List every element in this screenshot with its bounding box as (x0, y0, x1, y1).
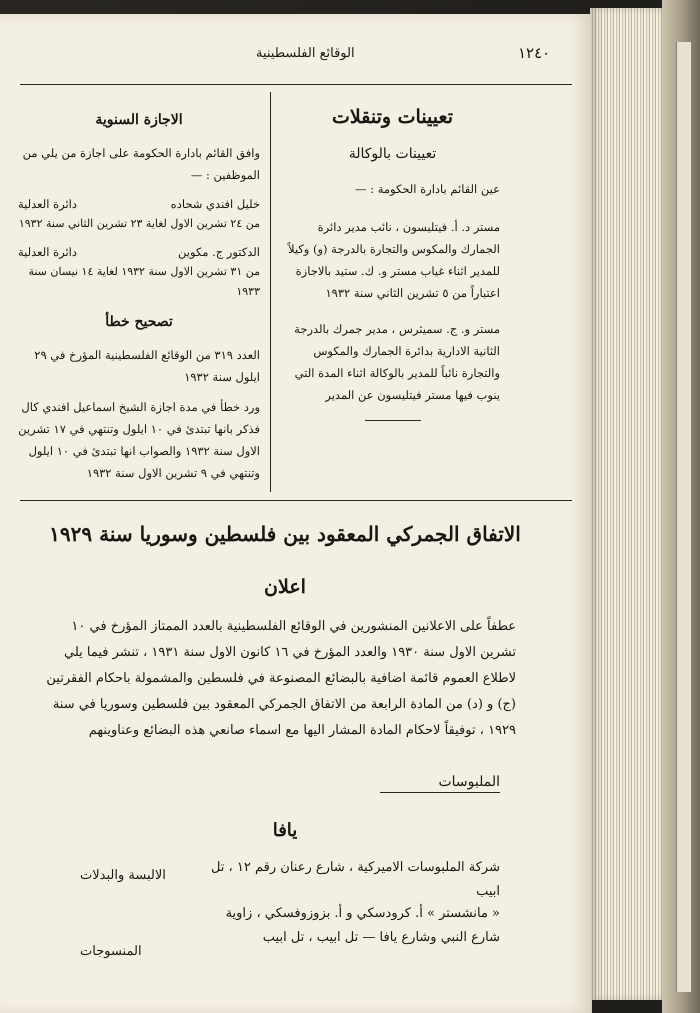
official-department: دائرة العدلية (18, 245, 77, 259)
appointments-column (285, 104, 500, 421)
appointments-title: تعيينات وتنقلات (332, 106, 453, 128)
city-heading: يافا (272, 820, 298, 841)
customs-agreement-title: الاتفاق الجمركي المعقود بين فلسطين وسوريا سنة ١٩٢٩ (49, 522, 521, 546)
announcement-heading: اعلان (264, 576, 306, 598)
manufacturer-entry (80, 856, 500, 904)
leave-period: من ٢٤ تشرين الاول لغاية ٢٣ تشرين الثاني سنة ١٩٣٢ (18, 217, 260, 230)
header-rule (20, 84, 572, 85)
correction-title: تصحيح خطأ (105, 314, 173, 330)
announcement-body: عطفاً على الاعلانين المنشورين في الوقائع الفلسطينية بالعدد الممتاز المؤرخ في ١٠ تشرين الاول سنة ١٩٣٠ والعدد المؤرخ في ١٦ كانون الاول سنة ١٩٣١ ، تنشر فيما يلي لاطلاع العموم قائمة اضافية بالبضائع المصنوعة في فلسطين والمشمولة باحكام الفقرتين (ج) و (د) من المادة الرابعة من الاتفاق الجمركي المعقود بين فلسطين وسوريا في سنة ١٩٢٩ ، توفيقاً لاحكام المادة المشار اليها مع اسماء صانعي هذه البضائع وعناوينهم (46, 619, 516, 738)
page-number: ١٢٤٠ (518, 44, 551, 62)
annual-leave-title: الاجازة السنوية (95, 112, 183, 128)
manufacturer-name: « مانشستر » أ. كرودسكي و أ. بزوزوفسكي ، زاوية شارع النبي وشارع يافا — تل ابيب ، تل ابيب (225, 906, 500, 945)
official-name: خليل افندي شحاده (170, 197, 260, 211)
appointments-intro: عين القائم بادارة الحكومة : — (355, 182, 500, 196)
page-header (30, 44, 575, 72)
appointment-paragraph: مستر د. أ. فيتليسون ، نائب مدير دائرة الجمارك والمكوس والتجارة بالدرجة (و) وكيلاً للمدير اثناء غياب مستر و. ك. ستيد بالاجازة اعتباراً من ٥ تشرين الثاني سنة ١٩٣٢ (287, 220, 500, 300)
manufactured-goods: الالبسة والبدلات (80, 868, 166, 883)
correction-text: ورد خطأ في مدة اجازة الشيخ اسماعيل افندي كال فذكر بانها تبتدئ في ١٠ ايلول وتنتهي في ١٧ تشرين الاول سنة ١٩٣٢ والصواب انها تبتدئ في ١٠ ايلول وتنتهي في ٩ تشرين الاول سنة ١٩٣٢ (18, 400, 260, 480)
column-divider (270, 92, 271, 492)
book-page-edges (590, 8, 662, 1000)
official-department: دائرة العدلية (18, 197, 77, 211)
acting-appointments-subtitle: تعيينات بالوكالة (348, 146, 437, 162)
book-cover-inner (676, 42, 691, 992)
leave-period: من ٣١ تشرين الاول سنة ١٩٣٢ لغاية ١٤ نيسان سنة ١٩٣٣ (28, 265, 260, 298)
official-name: الدكتور ج. مكوين (178, 245, 260, 259)
leave-column (18, 106, 260, 492)
manufactured-goods: المنسوجات (80, 944, 142, 959)
correction-reference: العدد ٣١٩ من الوقائع الفلسطينية المؤرخ في ٢٩ ايلول سنة ١٩٣٢ (34, 348, 260, 384)
section-rule (20, 500, 572, 501)
manufacturer-entry (80, 902, 500, 964)
paragraph-end-rule (365, 420, 421, 421)
appointment-paragraph: مستر و. ج. سميثرس ، مدير جمرك بالدرجة الثانية الادارية بدائرة الجمارك والمكوس والتجارة نائباً للمدير بالوكالة اثناء المدة التي ينوب فيها مستر فيتليسون عن المدير (294, 322, 500, 402)
annual-leave-intro: وافق القائم بادارة الحكومة على اجازة من يلي من الموظفين : — (22, 146, 260, 182)
goods-category: الملبوسات (380, 774, 500, 793)
journal-title: الوقائع الفلسطينية (256, 46, 355, 61)
manufacturer-name: شركة الملبوسات الاميركية ، شارع رعنان رقم ١٢ ، تل ابيب (210, 860, 500, 899)
leave-entry (18, 242, 260, 302)
leave-entry (18, 194, 260, 234)
gazette-page (0, 14, 592, 1013)
